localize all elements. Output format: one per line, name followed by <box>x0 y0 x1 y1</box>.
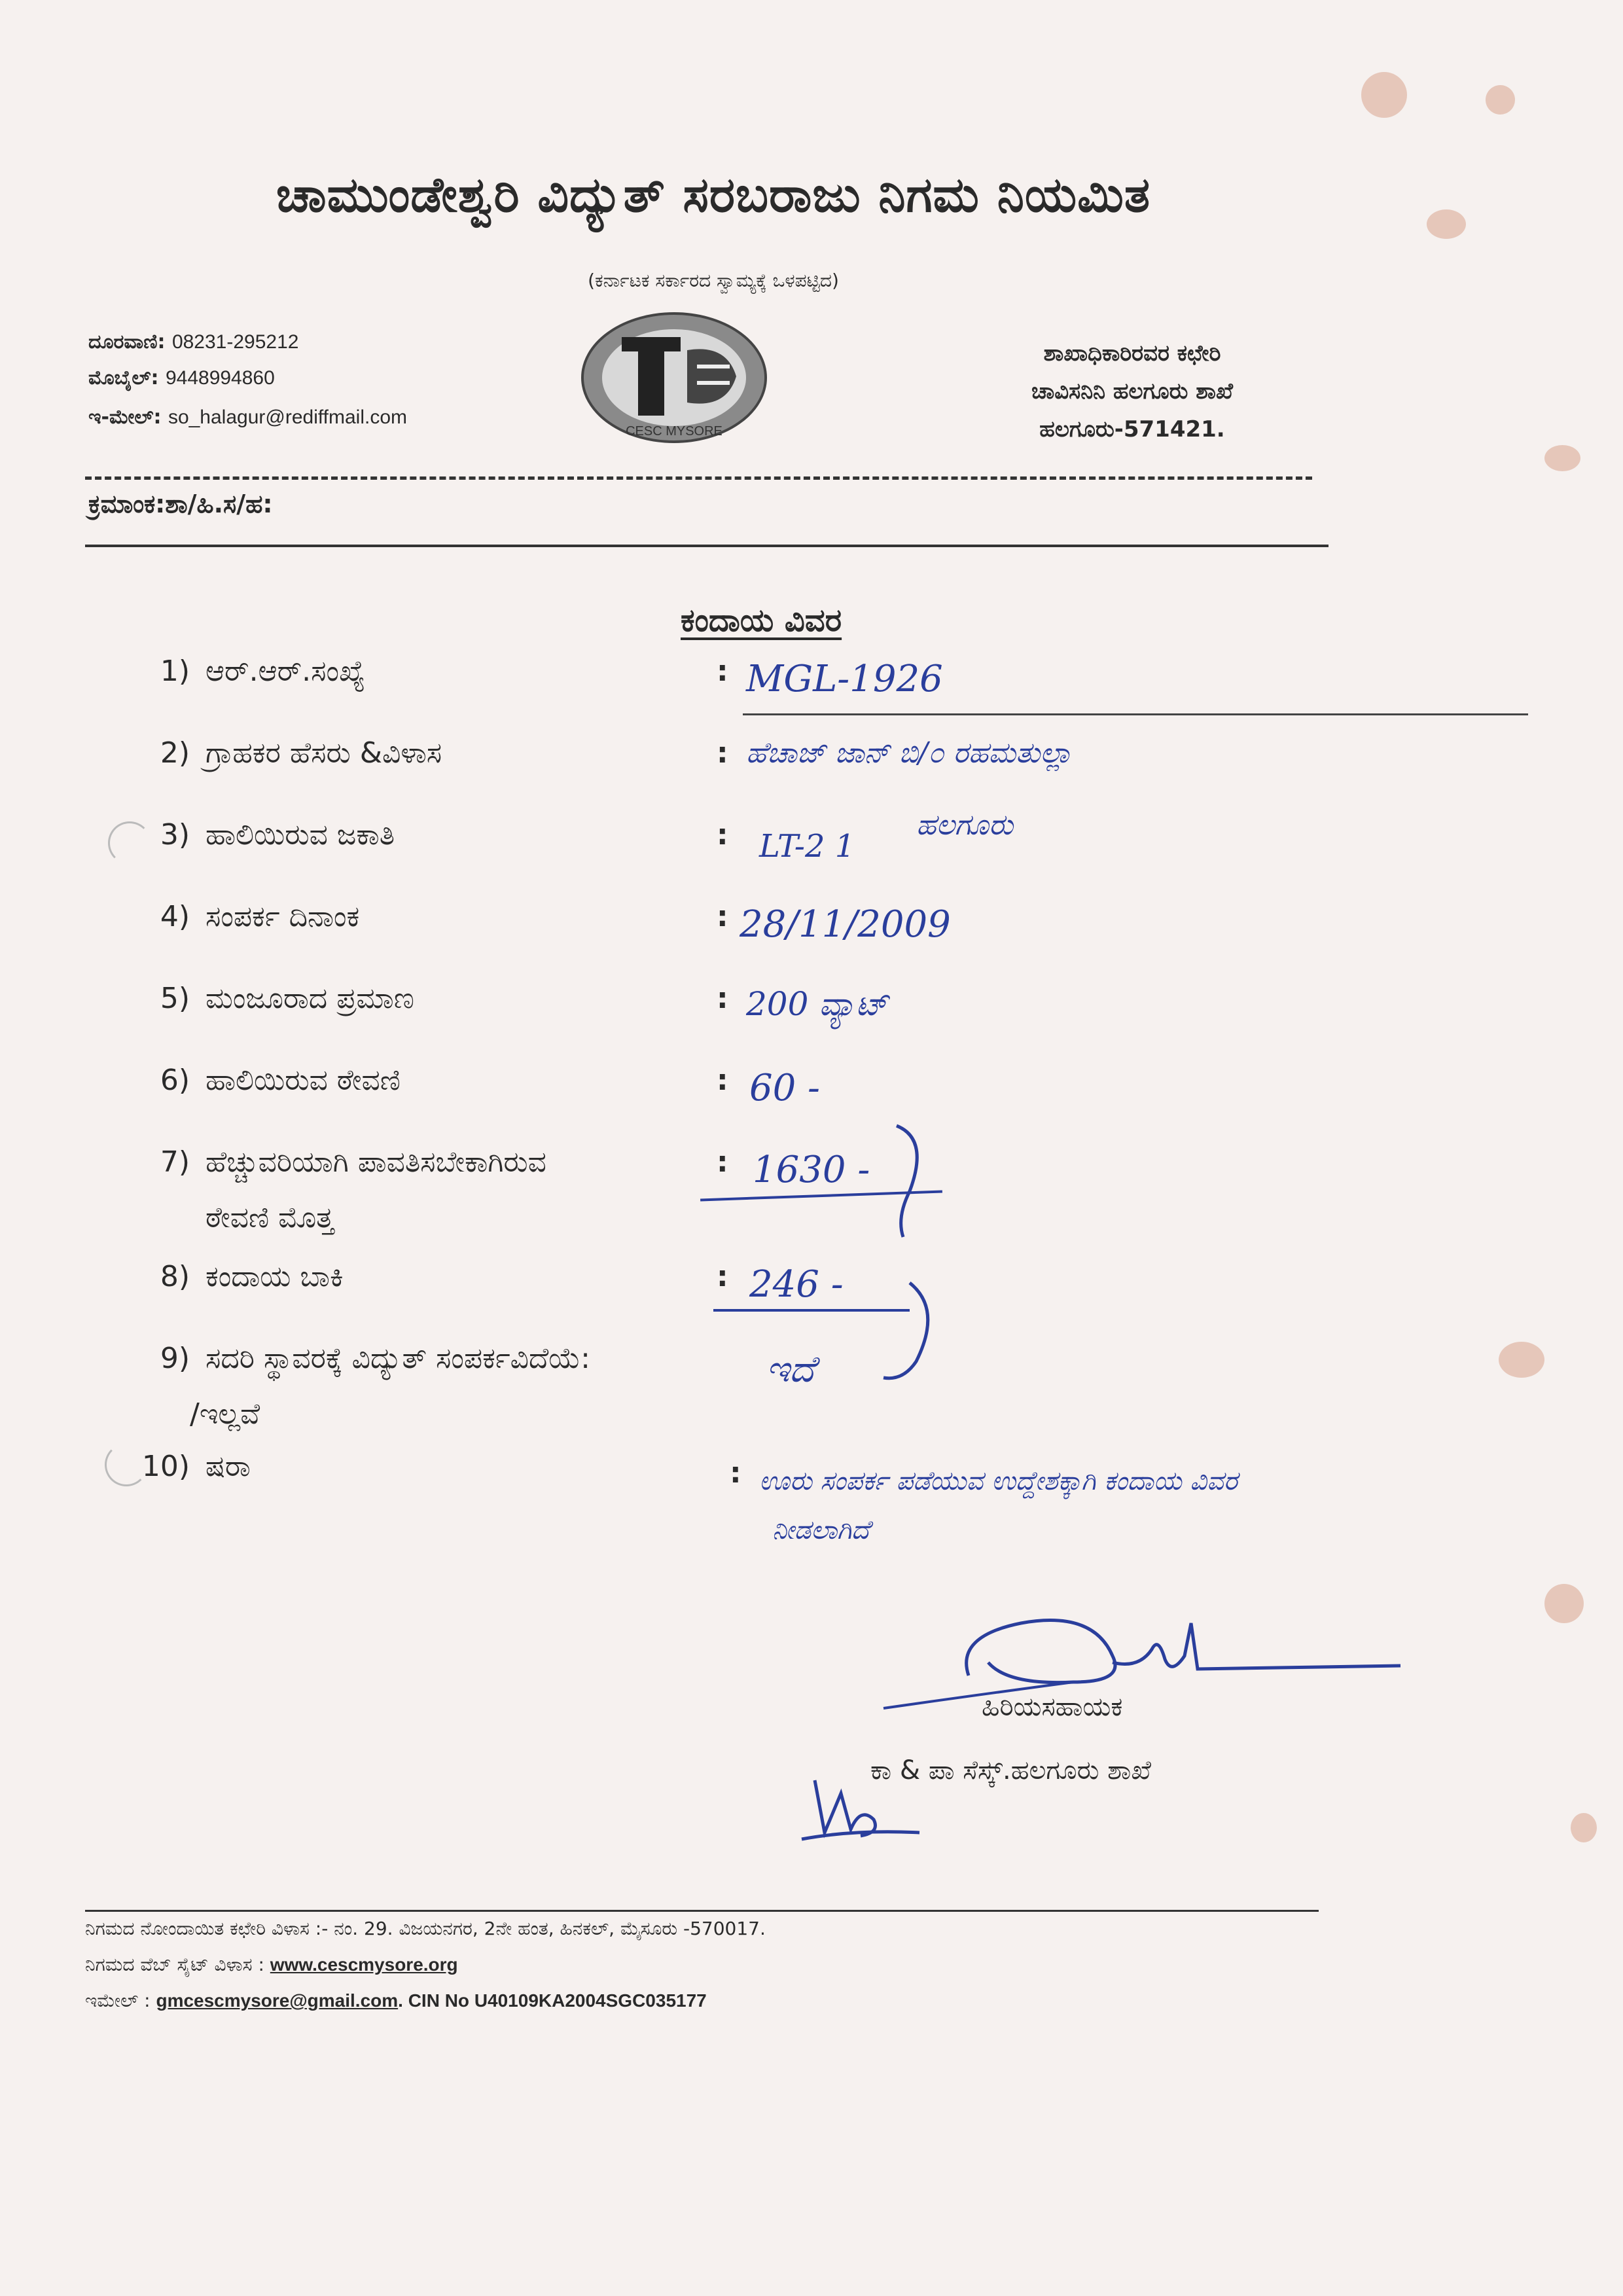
field-value-customer-name: ಹೆಚಾಜ್ ಜಾನ್ ಬಿ/೦ ರಹಮತುಲ್ಲಾ <box>746 736 1073 770</box>
field-label: ಹಾಲಿಯಿರುವ ಠೇವಣಿ <box>205 1064 401 1097</box>
paper-stain <box>1361 72 1407 118</box>
handwritten-underline <box>743 713 1528 715</box>
footer-divider <box>85 1910 1319 1912</box>
field-additional-deposit <box>137 1145 546 1179</box>
field-colon: : <box>730 1456 741 1490</box>
footer-email-line <box>85 1990 707 2012</box>
field-colon: : <box>717 818 728 852</box>
field-value-additional-deposit: 1630 - <box>753 1149 870 1191</box>
paper-stain <box>1571 1813 1597 1842</box>
field-label: ಸದರಿ ಸ್ಥಾವರಕ್ಕೆ ವಿದ್ಯುತ್ ಸಂಪರ್ಕವಿದೆಯೆ: <box>205 1342 590 1375</box>
initials-signature <box>789 1767 933 1852</box>
officer-signature <box>877 1597 1414 1728</box>
mobile-label: ಮೊಬೈಲ್: <box>88 367 159 389</box>
phone-line <box>88 331 298 353</box>
paper-stain <box>1486 85 1515 115</box>
field-number: 3) <box>160 818 190 852</box>
field-sanctioned-load <box>137 982 414 1015</box>
field-value-rr-number: MGL-1926 <box>746 658 943 700</box>
field-label: ಸಂಪರ್ಕ ದಿನಾಂಕ <box>205 900 360 933</box>
field-number: 7) <box>160 1145 190 1179</box>
field-colon: : <box>717 982 728 1015</box>
organization-subtitle: (ಕರ್ನಾಟಕ ಸರ್ಕಾರದ ಸ್ವಾಮ್ಯಕ್ಕೆ ಒಳಪಟ್ಟಿದ) <box>588 270 839 291</box>
section-title: ಕಂದಾಯ ವಿವರ <box>681 602 842 639</box>
handwritten-bracket <box>870 1113 949 1388</box>
field-colon: : <box>717 900 728 933</box>
field-value-sanctioned-load: 200 ವ್ಯಾಟ್ <box>746 985 888 1023</box>
reference-divider <box>85 545 1329 547</box>
field-number: 4) <box>160 900 190 933</box>
field-connection-date <box>137 900 359 933</box>
field-customer-name <box>137 736 442 770</box>
paper-stain <box>1499 1342 1544 1378</box>
field-number: 10) <box>141 1450 190 1483</box>
field-value-remarks: ಊರು ಸಂಪರ್ಕ ಪಡೆಯುವ ಉದ್ದೇಶಕ್ಕಾಗಿ ಕಂದಾಯ ವಿವರ <box>759 1466 1238 1496</box>
logo-caption: CESC MYSORE <box>626 424 722 439</box>
email-line <box>88 406 407 429</box>
field-value-remarks-continued: ನೀಡಲಾಗಿದೆ <box>772 1515 870 1545</box>
office-name: ಶಾಖಾಧಿಕಾರಿರವರ ಕಛೇರಿ <box>1043 340 1221 367</box>
field-label: ಕಂದಾಯ ಬಾಕಿ <box>205 1260 344 1293</box>
email-label: ಇ-ಮೇಲ್: <box>88 406 162 429</box>
field-colon: : <box>717 736 728 770</box>
field-label: ಗ್ರಾಹಕರ ಹೆಸರು &ವಿಳಾಸ <box>205 736 442 770</box>
footer-email-link[interactable]: gmcescmysore@gmail.com <box>156 1990 399 2011</box>
paper-stain <box>1544 445 1580 471</box>
field-number: 8) <box>160 1260 190 1293</box>
office-branch: ಚಾವಿಸನಿನಿ ಹಲಗೂರು ಶಾಖೆ <box>1031 378 1233 404</box>
field-label-continued: /ಇಲ್ಲವೆ <box>190 1397 260 1431</box>
field-connection-status <box>137 1342 590 1375</box>
signatory-branch: ಕಾ & ಪಾ ಸೆಸ್ಕ್.ಹಲಗೂರು ಶಾಖೆ <box>870 1755 1151 1785</box>
field-colon: : <box>717 1064 728 1097</box>
field-number: 6) <box>160 1064 190 1097</box>
mobile-number: 9448994860 <box>165 367 275 389</box>
phone-number: 08231-295212 <box>171 331 299 353</box>
reference-number-label: ಕ್ರಮಾಂಕ:ಶಾ/ಹಿ.ಸ/ಹ: <box>88 490 273 518</box>
organization-title: ಚಾಮುಂಡೇಶ್ವರಿ ವಿದ್ಯುತ್ ಸರಬರಾಜು ನಿಗಮ ನಿಯಮಿತ <box>276 167 1151 223</box>
cesc-logo <box>576 304 772 452</box>
field-value-connection-date: 28/11/2009 <box>740 903 951 946</box>
field-value-current-deposit: 60 - <box>749 1067 820 1109</box>
field-tariff <box>137 818 395 852</box>
header-divider <box>85 476 1312 480</box>
signatory-designation: ಹಿರಿಯಸಹಾಯಕ <box>982 1692 1123 1722</box>
field-colon: : <box>717 655 728 688</box>
footer-email-label: ಇಮೇಲ್ : <box>85 1990 151 2011</box>
field-label: ಆರ್.ಆರ್.ಸಂಖ್ಯೆ <box>205 655 365 688</box>
phone-label: ದೂರವಾಣಿ: <box>88 331 166 353</box>
field-colon: : <box>717 1145 728 1179</box>
field-revenue-arrears <box>137 1260 344 1293</box>
paper-stain <box>1427 209 1466 239</box>
cin-number: . CIN No U40109KA2004SGC035177 <box>398 1990 707 2011</box>
field-label-continued: ಠೇವಣಿ ಮೊತ್ತ <box>205 1201 334 1234</box>
field-colon: : <box>717 1260 728 1293</box>
field-label: ಹೆಚ್ಚುವರಿಯಾಗಿ ಪಾವತಿಸಬೇಕಾಗಿರುವ <box>205 1145 546 1179</box>
office-address: ಹಲಗೂರು-571421. <box>1039 416 1225 442</box>
field-number: 2) <box>160 736 190 770</box>
mobile-line <box>88 367 275 389</box>
website-link[interactable]: www.cescmysore.org <box>270 1954 458 1975</box>
website-label: ನಿಗಮದ ವೆಬ್ ಸೈಟ್ ವಿಳಾಸ : <box>85 1954 264 1975</box>
footer-website-line <box>85 1954 458 1976</box>
footer-registered-address: ನಿಗಮದ ನೋಂದಾಯಿತ ಕಛೇರಿ ವಿಳಾಸ :- ನಂ. 29. ವಿಜಯನಗರ, 2ನೇ ಹಂತ, ಹಿನಕಲ್, ಮೈಸೂರು -570017. <box>85 1918 766 1939</box>
field-label: ಮಂಜೂರಾದ ಪ್ರಮಾಣ <box>205 982 414 1015</box>
field-number: 5) <box>160 982 190 1015</box>
field-label: ಹಾಲಿಯಿರುವ ಜಕಾತಿ <box>205 818 395 852</box>
field-current-deposit <box>137 1064 401 1097</box>
field-value-connection-status: ಇದೆ <box>766 1348 815 1391</box>
field-number: 9) <box>160 1342 190 1375</box>
paper-stain <box>1544 1584 1584 1623</box>
field-value-customer-address: ಹಲಗೂರು <box>916 808 1014 842</box>
field-remarks <box>137 1450 251 1483</box>
field-rr-number <box>137 655 365 688</box>
field-value-revenue-arrears: 246 - <box>749 1263 844 1306</box>
field-number: 1) <box>160 655 190 688</box>
field-label: ಷರಾ <box>205 1450 251 1483</box>
field-value-tariff: LT-2 1 <box>759 828 855 865</box>
email-address: so_halagur@rediffmail.com <box>168 406 408 428</box>
